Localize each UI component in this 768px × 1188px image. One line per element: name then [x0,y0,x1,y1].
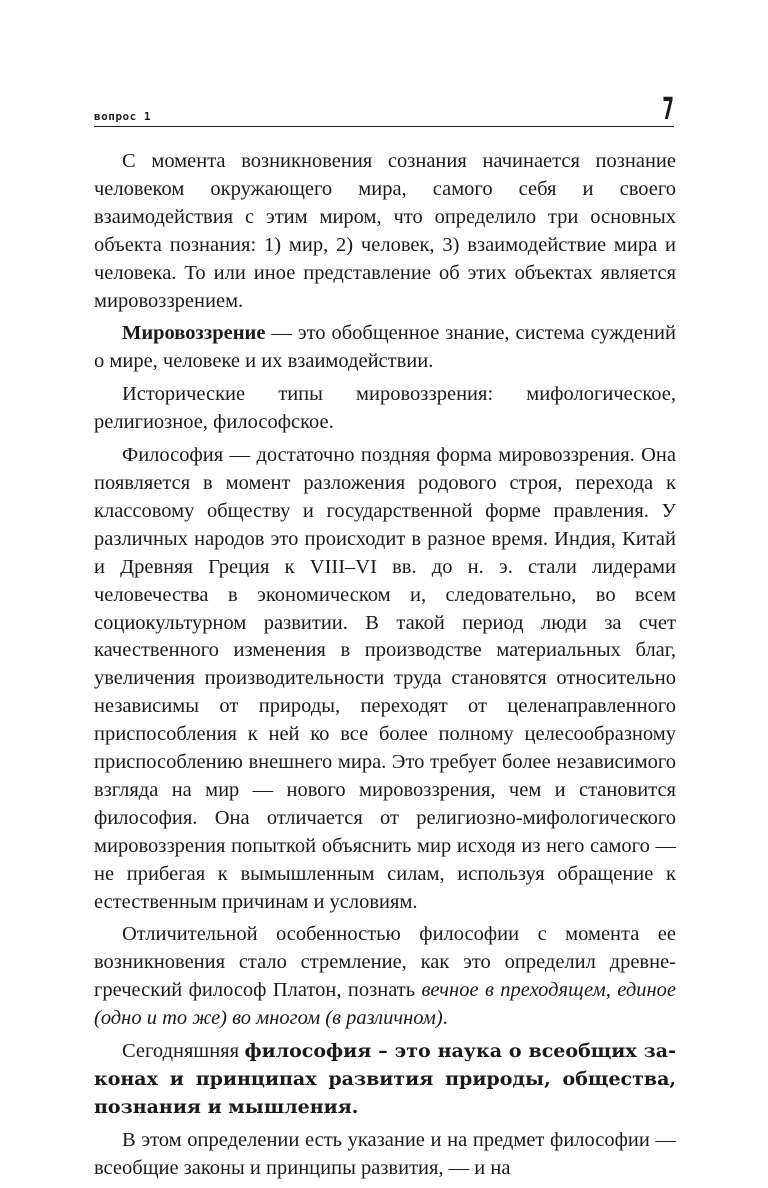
paragraph-philosophy-origin [94,442,676,916]
paragraph-consciousness [94,148,676,315]
running-header [94,92,674,127]
section-label: вопрос 1 [94,110,151,123]
paragraph-worldview-definition [94,320,676,376]
body-text [94,148,676,1188]
philosophy-definition: философия – это наука о всеобщих законах и принципах развития природы, общества, познания и мышления. [94,1040,676,1118]
paragraph-text: В этом определении есть указание и на предмет философии — всеобщие законы и принципы развития, — и на [94,1128,676,1179]
paragraph-text: Философия — достаточно поздняя форма мировоззрения. Она появляется в момент разложения родового строя, перехода к классовому обществу и государственной форме правления. У различных народов это происходит в разное время. Индия, Китай и Древняя Греция к VIII–VI вв. до н. э. стали лидерами человечества в экономическом и, следовательно, во всем социокультурном развитии. В такой период люди за счет качественного изменения в производстве материальных благ, увеличения производительности труда становятся относительно независимы от природы, переходят от целенаправленного приспособления к ней ко все более полному целесообразному приспособлению внешнего мира. Это требует более независимого взгляда на мир — нового мировоззрения, чем и становится философия. Она отличается от религиозно-мифологического мировоззрения попыткой объяснить мир исходя из него самого — не прибегая к вымышленным силам, используя обращение к естественным причинам и условиям. [94,444,676,913]
plato-quote: вечное в преходящем, единое (одно и то же) во многом (в различном) [94,979,676,1030]
paragraph-text: Сегодняшняя [122,1040,245,1063]
paragraph-text: Исторические типы мировоззрения: мифологическое, религиозное, философское. [94,383,676,434]
paragraph-subject [94,1127,676,1183]
paragraph-text: Отличительной особенностью философии с момента ее возникновения стало стремление, как это определил древнегреческий философ Платон, познать [94,923,676,1002]
paragraph-philosophy-definition [94,1038,676,1122]
term-worldview: Мировоззрение [122,322,266,345]
paragraph-text: — это обобщенное знание, система суждений о мире, человеке и их взаимодействии. [94,322,676,373]
paragraph-text: С момента возникновения сознания начинается познание человеком окружающего мира, самого себя и своего взаимодействия с этим миром, что определило три основных объекта познания: 1) мир, 2) человек, 3) взаимодействие мира и человека. То или иное представление об этих объектах является мировоззрением. [94,150,676,312]
page-number: 7 [662,92,674,127]
paragraph-plato [94,921,676,1033]
paragraph-text: . [442,1007,448,1030]
paragraph-historical-types [94,381,676,437]
